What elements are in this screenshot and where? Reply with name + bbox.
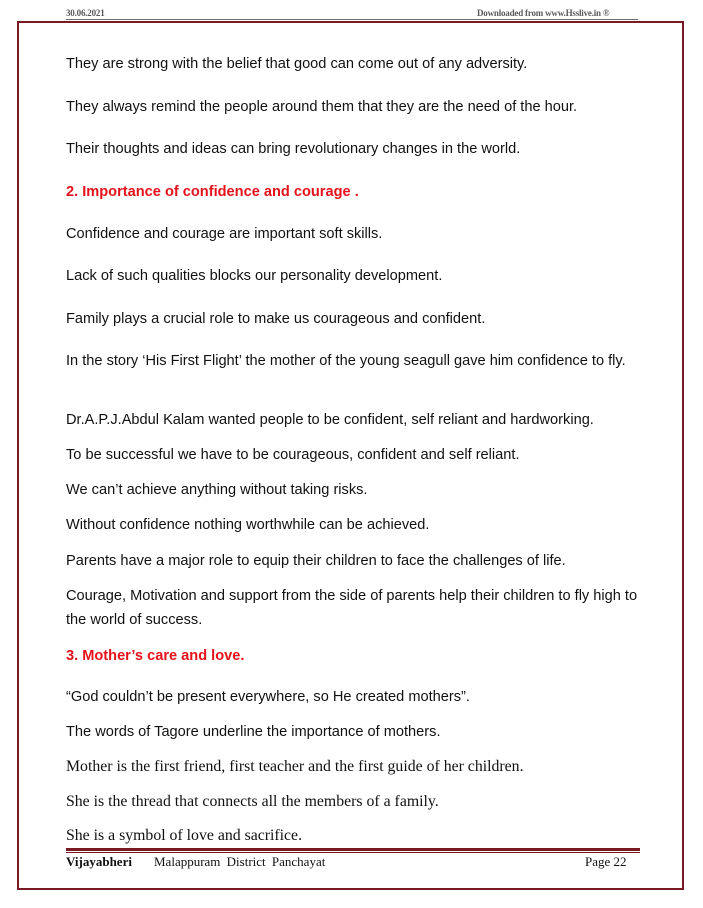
header-source: Downloaded from www.Hsslive.in ®: [477, 8, 610, 18]
footer-brand: Vijayabheri: [66, 854, 132, 869]
footer-district: Malappuram District Panchayat: [154, 854, 326, 869]
paragraph-13: Courage, Motivation and support from the side of parents help their children to fly high to the world of success.: [66, 588, 638, 628]
footer-rule-thin: [66, 852, 640, 853]
section-heading-2: 2. Importance of confidence and courage .: [66, 184, 359, 200]
paragraph-17: She is the thread that connects all the members of a family.: [66, 793, 439, 810]
section-heading-3: 3. Mother’s care and love.: [66, 648, 245, 664]
paragraph-1: They are strong with the belief that good can come out of any adversity.: [66, 56, 528, 72]
footer-rule: [66, 848, 640, 851]
paragraph-14: “God couldn’t be present everywhere, so He created mothers”.: [66, 689, 470, 705]
paragraph-8: Dr.A.P.J.Abdul Kalam wanted people to be confident, self reliant and hardworking.: [66, 412, 594, 428]
paragraph-4: Confidence and courage are important soft skills.: [66, 226, 383, 242]
footer-page-number: Page 22: [585, 854, 627, 869]
paragraph-9: To be successful we have to be courageous, confident and self reliant.: [66, 447, 520, 463]
paragraph-6: Family plays a crucial role to make us courageous and confident.: [66, 311, 486, 327]
paragraph-15: The words of Tagore underline the importance of mothers.: [66, 724, 441, 740]
paragraph-18: She is a symbol of love and sacrifice.: [66, 827, 303, 844]
header-date: 30.06.2021: [66, 8, 105, 18]
paragraph-10: We can’t achieve anything without taking risks.: [66, 482, 368, 498]
paragraph-2: They always remind the people around them that they are the need of the hour.: [66, 99, 578, 115]
paragraph-11: Without confidence nothing worthwhile can be achieved.: [66, 517, 430, 533]
paragraph-16: Mother is the first friend, first teacher and the first guide of her children.: [66, 758, 524, 775]
paragraph-7: In the story ‘His First Flight’ the mother of the young seagull gave him confidence to fly.: [66, 353, 626, 369]
paragraph-3: Their thoughts and ideas can bring revolutionary changes in the world.: [66, 141, 521, 157]
header-rule: [66, 19, 638, 20]
paragraph-5: Lack of such qualities blocks our personality development.: [66, 268, 443, 284]
paragraph-12: Parents have a major role to equip their children to face the challenges of life.: [66, 553, 566, 569]
